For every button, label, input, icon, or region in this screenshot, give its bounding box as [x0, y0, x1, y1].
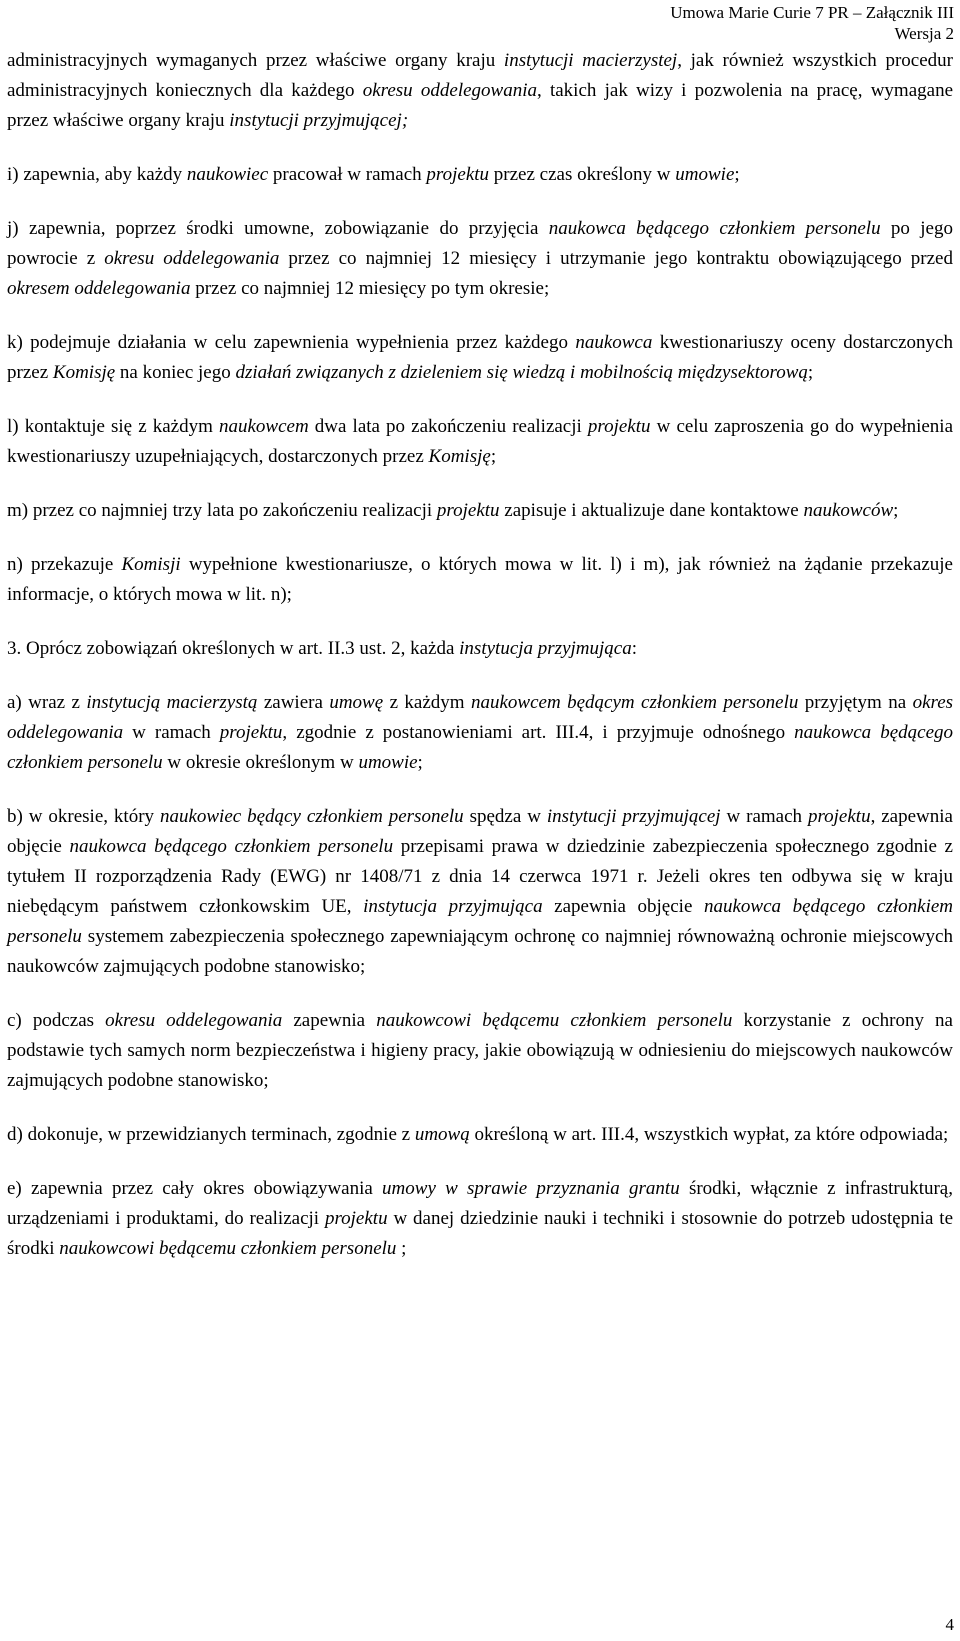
text-run: k) podejmuje działania w celu zapewnienia wypełnienia przez każdego: [7, 332, 576, 353]
text-run: ;: [807, 362, 814, 383]
text-run: :: [631, 638, 637, 659]
paragraph: [7, 802, 953, 982]
italic-term: naukowca będącego członkiem personelu: [7, 722, 953, 773]
text-run: przepisami prawa w dziedzinie zabezpieczenia społecznego zgodnie z tytułem II rozporządzenia Rady (EWG) nr 1408/71 z dnia 14 czerwca 1971 r. Jeżeli okres ten odbywa się w kraju niebędącym państwem członkowskim UE,: [7, 836, 953, 917]
text-run: c) podczas: [7, 1010, 106, 1031]
text-run: wypełnione kwestionariusze, o których mowa w lit. l) i m), jak również na żądanie przekazuje informacje, o których mowa w lit. n);: [7, 554, 953, 605]
italic-term: okresu oddelegowania: [362, 80, 537, 101]
italic-term: okresem oddelegowania: [7, 278, 191, 299]
text-run: b) w okresie, który: [7, 806, 160, 827]
italic-term: instytucji macierzystej: [503, 50, 678, 71]
paragraph: [7, 496, 953, 526]
italic-term: instytucja przyjmująca: [459, 638, 632, 659]
italic-term: umowy w sprawie przyznania grantu: [382, 1178, 680, 1199]
text-run: zawiera: [257, 692, 330, 713]
paragraph: [7, 550, 953, 610]
text-run: w okresie określonym w: [162, 752, 359, 773]
page-header: [670, 2, 954, 44]
italic-term: działań związanych z dzieleniem się wiedzą i mobilnością międzysektorową: [235, 362, 808, 383]
text-run: l) kontaktuje się z każdym: [7, 416, 219, 437]
text-run: e) zapewnia przez cały okres obowiązywania: [7, 1178, 383, 1199]
paragraph: [7, 46, 953, 136]
italic-term: instytucji przyjmującej;: [229, 110, 409, 131]
text-run: d) dokonuje, w przewidzianych terminach, zgodnie z: [7, 1124, 415, 1145]
italic-term: naukowiec: [186, 164, 269, 185]
text-run: m) przez co najmniej trzy lata po zakończeniu realizacji: [7, 500, 437, 521]
italic-term: Komisję: [52, 362, 116, 383]
header-version: Wersja 2: [894, 24, 954, 43]
italic-term: okres oddelegowania: [7, 692, 954, 743]
paragraph: [7, 1120, 953, 1150]
italic-term: naukowcowi będącemu członkiem personelu: [59, 1238, 397, 1259]
italic-term: projektu: [324, 1208, 388, 1229]
text-run: i) zapewnia, aby każdy: [7, 164, 187, 185]
text-run: j) zapewnia, poprzez środki umowne, zobowiązanie do przyjęcia: [7, 218, 549, 239]
text-run: administracyjnych wymaganych przez właściwe organy kraju: [7, 50, 504, 71]
text-run: kwestionariuszy oceny dostarczonych przez: [7, 332, 953, 383]
text-run: w danej dziedzinie nauki i techniki i stosownie do potrzeb udostępnia te środki: [7, 1208, 953, 1259]
text-run: po jego powrocie z: [7, 218, 953, 269]
italic-term: okresu oddelegowania: [105, 1010, 283, 1031]
paragraph: [7, 634, 953, 664]
italic-term: instytucją macierzystą: [86, 692, 258, 713]
text-run: ;: [734, 164, 740, 185]
paragraph: [7, 1006, 953, 1096]
italic-term: naukowców: [803, 500, 894, 521]
italic-term: projektu: [219, 722, 283, 743]
italic-term: naukowca będącego członkiem personelu: [548, 218, 881, 239]
paragraph: [7, 160, 953, 190]
text-run: przyjętym na: [798, 692, 913, 713]
italic-term: okresu oddelegowania: [104, 248, 280, 269]
text-run: , zapewnia objęcie: [7, 806, 953, 857]
text-run: pracował w ramach: [268, 164, 427, 185]
text-run: w ramach: [720, 806, 808, 827]
text-run: ;: [417, 752, 423, 773]
text-run: , jak również wszystkich procedur administracyjnych koniecznych dla każdego: [7, 50, 953, 101]
italic-term: projektu: [436, 500, 500, 521]
italic-term: projektu: [587, 416, 651, 437]
text-run: przez co najmniej 12 miesięcy po tym okresie;: [190, 278, 550, 299]
italic-term: naukowiec będący członkiem personelu: [159, 806, 464, 827]
text-run: a) wraz z: [7, 692, 87, 713]
text-run: , takich jak wizy i pozwolenia na pracę, wymagane przez właściwe organy kraju: [7, 80, 953, 131]
italic-term: naukowca: [575, 332, 653, 353]
text-run: w celu zaproszenia go do wypełnienia kwestionariuszy uzupełniających, dostarczonych przez: [7, 416, 953, 467]
document-body: [7, 46, 953, 1288]
italic-term: naukowcowi będącemu członkiem personelu: [376, 1010, 733, 1031]
text-run: środki, włącznie z infrastrukturą, urządzeniami i produktami, do realizacji: [7, 1178, 953, 1229]
italic-term: projektu: [426, 164, 490, 185]
paragraph: [7, 1174, 953, 1264]
italic-term: instytucji przyjmującej: [546, 806, 721, 827]
italic-term: naukowcem: [218, 416, 309, 437]
text-run: dwa lata po zakończeniu realizacji: [308, 416, 588, 437]
paragraph: [7, 412, 953, 472]
italic-term: umowę: [329, 692, 384, 713]
italic-term: naukowca będącego członkiem personelu: [69, 836, 394, 857]
text-run: korzystanie z ochrony na podstawie tych samych norm bezpieczeństwa i higieny pracy, jakie obowiązują w odniesieniu do miejscowych naukowców zajmujących podobne stanowisko;: [7, 1010, 953, 1091]
text-run: ;: [490, 446, 497, 467]
paragraph: [7, 328, 953, 388]
text-run: n) przekazuje: [7, 554, 122, 575]
text-run: ;: [893, 500, 899, 521]
text-run: ;: [396, 1238, 407, 1259]
paragraph: [7, 688, 953, 778]
text-run: przez czas określony w: [489, 164, 676, 185]
text-run: , zgodnie z postanowieniami art. III.4, i przyjmuje odnośnego: [282, 722, 795, 743]
text-run: zapisuje i aktualizuje dane kontaktowe: [499, 500, 804, 521]
text-run: spędza w: [463, 806, 547, 827]
text-run: 3. Oprócz zobowiązań określonych w art. II.3 ust. 2, każda: [7, 638, 460, 659]
text-run: zapewnia objęcie: [542, 896, 704, 917]
italic-term: umową: [414, 1124, 470, 1145]
italic-term: instytucja przyjmująca: [363, 896, 543, 917]
text-run: z każdym: [383, 692, 471, 713]
text-run: w ramach: [123, 722, 220, 743]
text-run: zapewnia: [282, 1010, 377, 1031]
text-run: określoną w art. III.4, wszystkich wypłat, za które odpowiada;: [469, 1124, 949, 1145]
italic-term: naukowcem będącym członkiem personelu: [470, 692, 799, 713]
italic-term: projektu: [807, 806, 871, 827]
paragraph: [7, 214, 953, 304]
italic-term: naukowca będącego członkiem personelu: [7, 896, 954, 947]
italic-term: umowie: [358, 752, 418, 773]
italic-term: umowie: [675, 164, 735, 185]
text-run: systemem zabezpieczenia społecznego zapewniającym ochronę co najmniej równoważną ochronie miejscowych naukowców zajmujących podobne stanowisko;: [7, 926, 953, 977]
italic-term: Komisję: [428, 446, 491, 467]
italic-term: Komisji: [121, 554, 181, 575]
text-run: na koniec jego: [115, 362, 236, 383]
page-number: 4: [945, 1615, 954, 1634]
header-title: Umowa Marie Curie 7 PR – Załącznik III: [670, 3, 954, 22]
text-run: przez co najmniej 12 miesięcy i utrzymanie jego kontraktu obowiązującego przed: [279, 248, 953, 269]
